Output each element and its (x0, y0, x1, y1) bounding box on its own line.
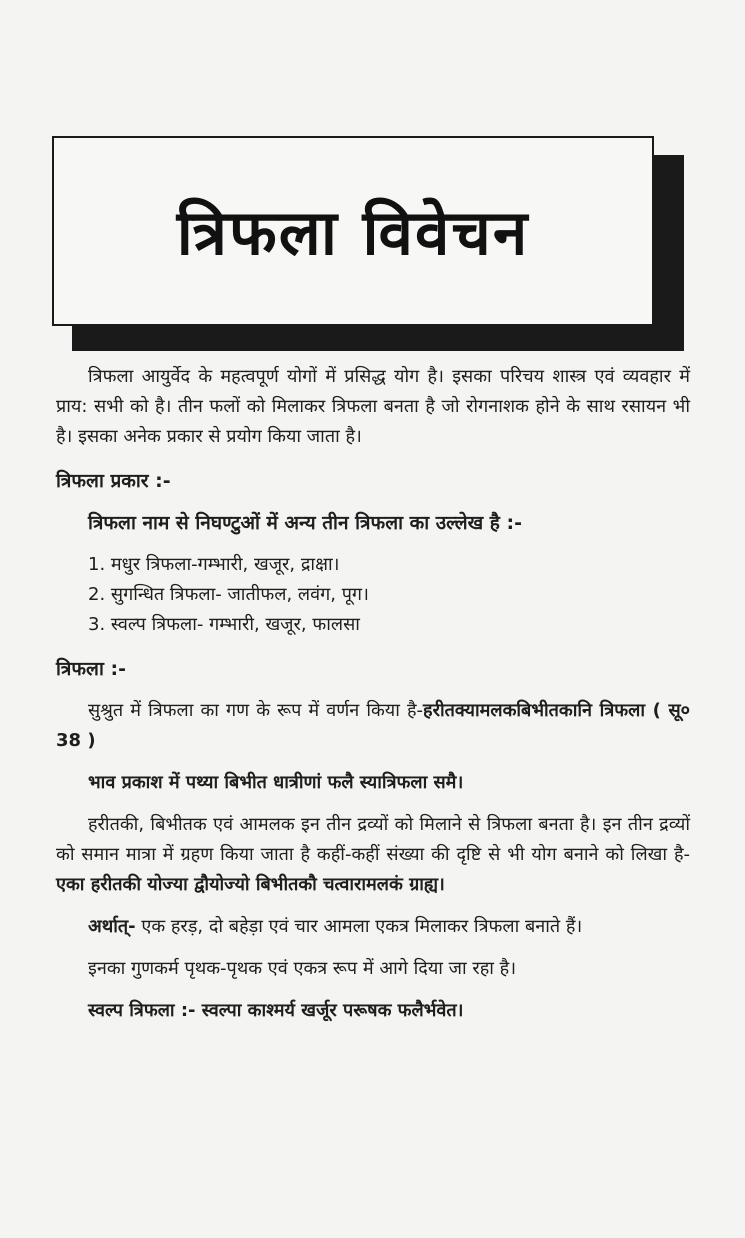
section-heading-triphala: त्रिफला :- (56, 658, 126, 680)
composition-paragraph (56, 810, 690, 900)
section-subheading: त्रिफला नाम से निघण्टुओं में अन्य तीन त्रिफला का उल्लेख है :- (88, 512, 522, 534)
sushruta-paragraph (56, 696, 690, 756)
paragraph-text: हरीतकी, बिभीतक एवं आमलक इन तीन द्रव्यों को मिलाने से त्रिफला बनता है। इन तीन द्रव्यों को समान मात्रा में ग्रहण किया जाता है कहीं-कहीं संख्या की दृष्टि से भी योग बनाने को लिखा है- (56, 814, 690, 865)
swalpa-triphala-line: स्वल्प त्रिफला :- स्वल्पा काश्मर्य खर्जूर परूषक फलैर्भवेत। (88, 1000, 464, 1021)
intro-paragraph: त्रिफला आयुर्वेद के महत्वपूर्ण योगों में प्रसिद्ध योग है। इसका परिचय शास्त्र एवं व्यवहार में प्राय: सभी को है। तीन फलों को मिलाकर त्रिफला बनता है जो रोगनाशक होने के साथ रसायन भी है। इसका अनेक प्रकार से प्रयोग किया जाता है। (56, 366, 690, 447)
list-item: 2. सुगन्धित त्रिफला- जातीफल, लवंग, पूग। (88, 584, 369, 605)
properties-paragraph: इनका गुणकर्म पृथक-पृथक एवं एकत्र रूप में आगे दिया जा रहा है। (88, 958, 517, 979)
meaning-label: अर्थात्- (88, 916, 136, 937)
sanskrit-quote: एका हरीतकी योज्या द्वौयोज्यो बिभीतकौ चत्वारामलकं ग्राह्य। (56, 874, 445, 895)
paragraph-text: एक हरड़, दो बहेड़ा एवं चार आमला एकत्र मिलाकर त्रिफला बनाते हैं। (135, 916, 583, 937)
triphala-types-list (56, 550, 690, 640)
page-body (56, 362, 690, 1026)
title-box (52, 136, 654, 326)
list-item: 3. स्वल्प त्रिफला- गम्भारी, खजूर, फालसा (88, 614, 360, 635)
list-item: 1. मधुर त्रिफला-गम्भारी, खजूर, द्राक्षा। (88, 554, 340, 575)
meaning-paragraph (56, 912, 690, 942)
paragraph-text: सुश्रुत में त्रिफला का गण के रूप में वर्णन किया है- (88, 700, 424, 721)
section-heading-triphala-types: त्रिफला प्रकार :- (56, 470, 171, 492)
page-title: त्रिफला विवेचन (176, 196, 530, 269)
sanskrit-quote: हरीतक्यामलकबिभीतकानि त्रिफला ( सू० 38 ) (56, 700, 690, 751)
bhavaprakash-quote: भाव प्रकाश में पथ्या बिभीत धात्रीणां फलै स्यात्रिफला समै। (88, 772, 464, 793)
